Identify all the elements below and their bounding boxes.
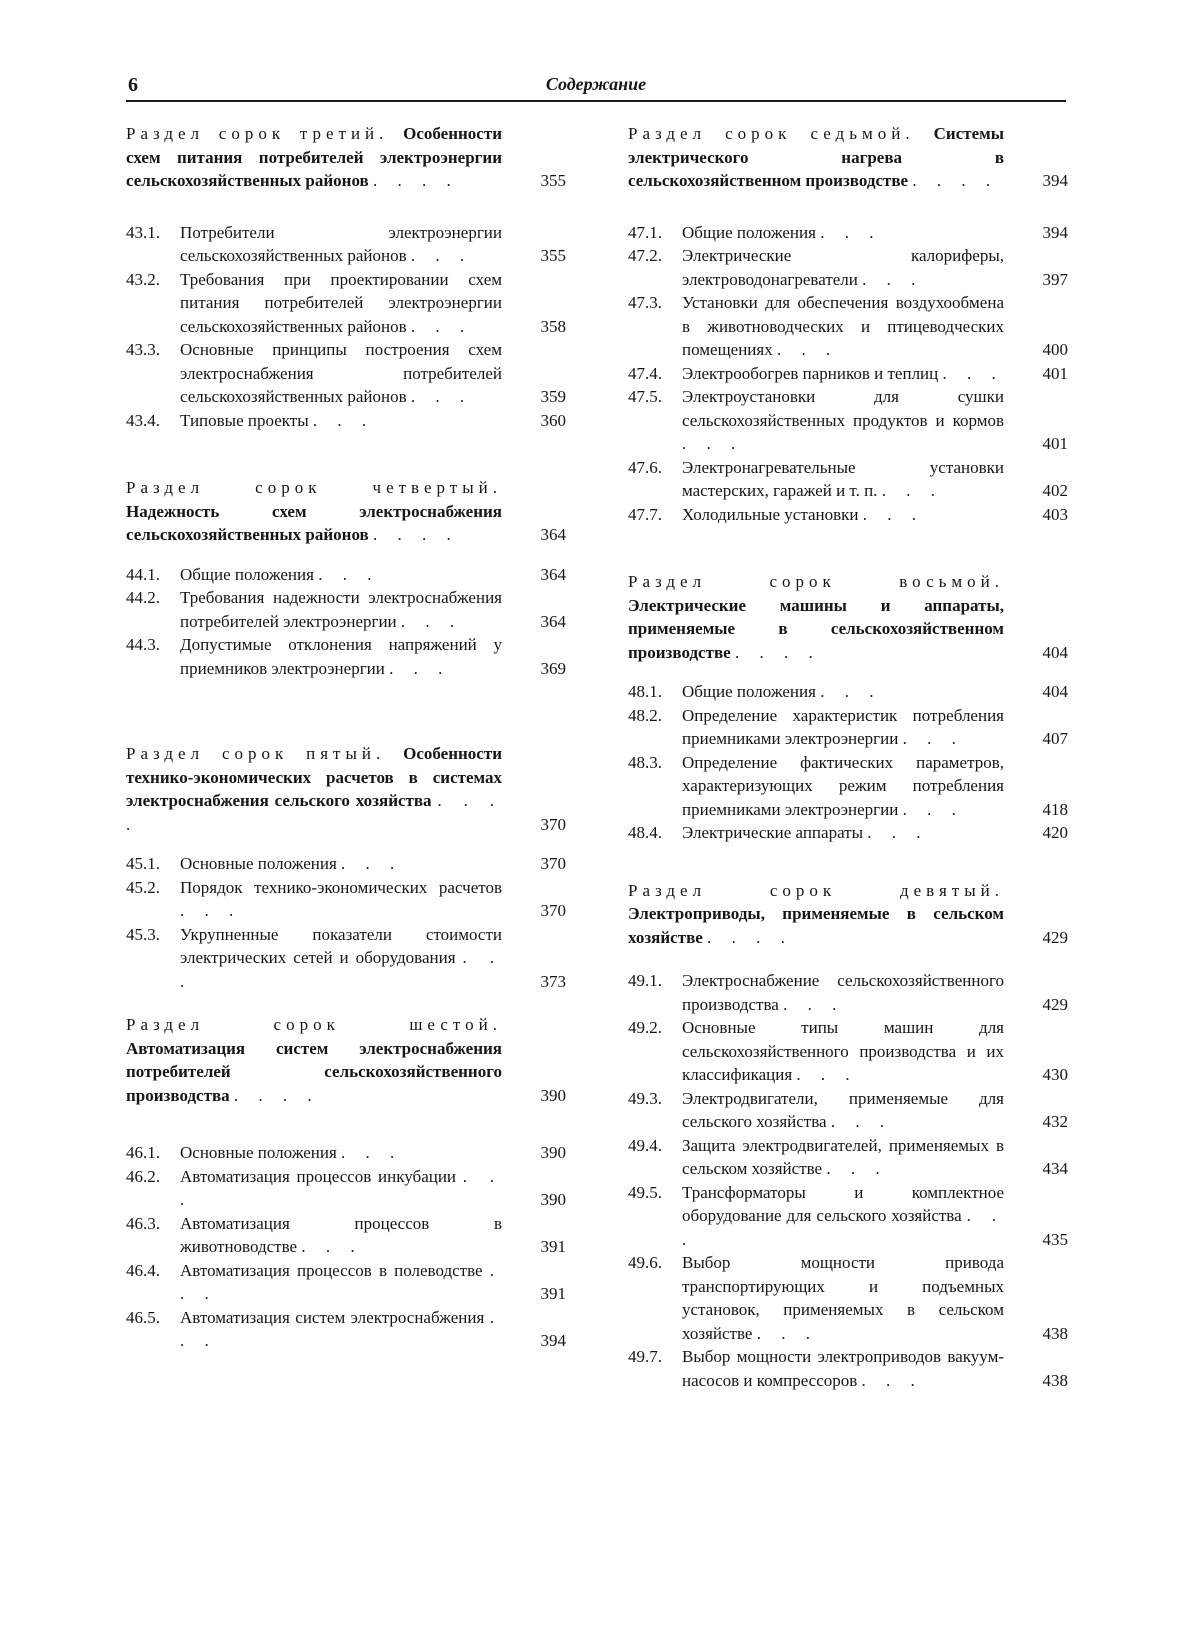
entry-title-text: Общие положения: [682, 682, 821, 701]
entry-page-number: 370: [540, 901, 566, 920]
leader-dots: . . .: [796, 1065, 858, 1084]
entry-title: [180, 409, 502, 433]
entry-title-text: Автоматизация процессов в животноводстве: [180, 1213, 502, 1256]
leader-dots: . . .: [820, 222, 882, 242]
toc-entry: [126, 852, 566, 876]
entry-title-text: Определение характеристик потребления приемниками электроэнергии: [682, 705, 1004, 748]
leader-dots: . . .: [400, 611, 463, 631]
entry-title-text: Основные типы машин для сельскохозяйственного производства и их классификация: [682, 1018, 1004, 1084]
section-heading-lead: Раздел сорок третий.: [126, 124, 404, 143]
entry-title: [682, 362, 1004, 386]
entry-number: 43.4.: [126, 410, 160, 430]
running-title: Содержание: [545, 74, 647, 94]
section-heading-block: [126, 122, 566, 193]
toc-entry: [126, 563, 566, 587]
entry-number: 45.2.: [126, 877, 160, 897]
entry-number: 48.1.: [628, 682, 662, 701]
entry-title-text: Определение фактических параметров, характеризующих режим потребления приемниками электроэнергии: [682, 752, 1004, 819]
toc-section: [126, 122, 566, 432]
entry-page-number: 394: [1042, 222, 1068, 242]
entry-number: 46.2.: [126, 1166, 160, 1186]
leader-dots: . . .: [341, 1143, 403, 1162]
entry-number: 46.1.: [126, 1143, 160, 1162]
section-entries: [126, 221, 566, 433]
entry-number: 49.4.: [628, 1135, 662, 1155]
entry-page-number: 355: [540, 246, 566, 265]
leader-dots: . . .: [867, 823, 929, 842]
section-heading-title: Системы электрического нагрева в сельскохозяйственном производстве: [628, 124, 1004, 190]
entry-title-text: Электроустановки для сушки сельскохозяйственных продуктов и кормов: [682, 387, 1004, 430]
entry-page-number: 369: [540, 658, 566, 678]
entry-title-text: Выбор мощности электроприводов вакуум-насосов и компрессоров: [682, 1347, 1004, 1390]
toc-left-column: [126, 122, 566, 1353]
leader-dots: . . .: [389, 658, 451, 678]
entry-title-text: Потребители электроэнергии сельскохозяйственных районов: [180, 222, 502, 265]
page-number: 6: [128, 74, 138, 96]
entry-page-number: 401: [1042, 363, 1068, 383]
entry-page-number: 401: [1042, 434, 1068, 453]
leader-dots: . . .: [881, 481, 943, 500]
toc-entry: [628, 704, 1068, 751]
entry-page-number: 360: [540, 410, 566, 430]
entry-title: [180, 586, 502, 633]
entry-title: [180, 633, 502, 680]
entry-title: [682, 385, 1004, 456]
section-heading-title: Автоматизация систем электроснабжения потребителей сельскохозяйственного производства: [126, 1038, 502, 1105]
entry-number: 46.3.: [126, 1213, 160, 1233]
section-heading: [628, 879, 1004, 950]
entry-number: 47.3.: [628, 293, 662, 312]
section-heading-lead: Раздел сорок девятый.: [628, 880, 1004, 900]
section-heading-lead: Раздел сорок пятый.: [126, 744, 404, 763]
leader-dots: . . .: [902, 799, 964, 819]
entry-page-number: 359: [540, 387, 566, 406]
leader-dots: . . .: [942, 363, 1004, 383]
section-entries: [126, 1141, 566, 1353]
toc-entry: [628, 680, 1068, 704]
section-heading-title: Электроприводы, применяемые в сельском хозяйстве: [628, 904, 1004, 947]
entry-page-number: 394: [540, 1331, 566, 1350]
toc-entry: [126, 268, 566, 339]
page-header: [126, 76, 1066, 102]
entry-number: 49.5.: [628, 1182, 662, 1202]
entry-title: [682, 751, 1004, 822]
section-heading-lead: Раздел сорок четвертый.: [126, 478, 502, 497]
leader-dots: . . .: [776, 340, 839, 359]
leader-dots: . . .: [341, 854, 403, 873]
toc-entry: [126, 338, 566, 409]
entry-page-number: 402: [1042, 481, 1068, 500]
toc-entry: [628, 244, 1068, 291]
toc-entry: [628, 291, 1068, 362]
entry-title: [682, 221, 1004, 245]
section-heading-block: [628, 122, 1068, 193]
entry-title-text: Автоматизация процессов в полеводстве: [180, 1260, 490, 1280]
section-heading-lead: Раздел сорок восьмой.: [628, 572, 1004, 591]
toc-entry: [628, 385, 1068, 456]
leader-dots: . . . .: [372, 525, 459, 544]
toc-right-column: [628, 122, 1068, 1392]
section-page-number: 355: [540, 171, 566, 190]
entry-page-number: 438: [1042, 1323, 1068, 1343]
leader-dots: . . .: [301, 1237, 363, 1256]
entry-number: 47.6.: [628, 457, 662, 477]
entry-number: 47.2.: [628, 246, 662, 265]
section-page-number: 429: [1042, 927, 1068, 947]
toc-entry: [628, 221, 1068, 245]
entry-title: [180, 1165, 502, 1212]
entry-title: [180, 923, 502, 994]
entry-title: [180, 1212, 502, 1259]
leader-dots: . . .: [830, 1112, 893, 1131]
toc-section: [126, 476, 566, 680]
entry-title: [682, 1087, 1004, 1134]
leader-dots: . . .: [180, 1260, 502, 1303]
section-entries: [628, 221, 1068, 527]
leader-dots: . . .: [682, 1206, 1004, 1249]
entry-title-text: Требования надежности электроснабжения потребителей электроэнергии: [180, 588, 502, 631]
toc-entry: [628, 1016, 1068, 1087]
entry-page-number: 364: [540, 564, 566, 584]
entry-page-number: 430: [1042, 1065, 1068, 1084]
entry-page-number: 418: [1042, 799, 1068, 819]
section-heading: [126, 742, 502, 836]
toc-entry: [126, 586, 566, 633]
section-heading: [628, 122, 1004, 193]
leader-dots: . . .: [180, 1307, 502, 1350]
entry-number: 43.2.: [126, 269, 160, 289]
entry-title-text: Автоматизация систем электроснабжения: [180, 1307, 490, 1327]
toc-entry: [126, 1165, 566, 1212]
toc-entry: [126, 1212, 566, 1259]
leader-dots: . . .: [180, 948, 503, 991]
entry-title-text: Автоматизация процессов инкубации: [180, 1166, 463, 1186]
entry-page-number: 390: [540, 1143, 566, 1162]
section-heading-lead: Раздел сорок шестой.: [126, 1015, 502, 1034]
entry-title-text: Электрообогрев парников и теплиц: [682, 363, 943, 383]
entry-number: 47.1.: [628, 222, 662, 242]
toc-entry: [126, 633, 566, 680]
entry-number: 49.3.: [628, 1088, 662, 1108]
toc-section: [628, 570, 1068, 845]
entry-page-number: 397: [1042, 269, 1068, 289]
entry-title-text: Порядок технико-экономических расчетов: [180, 877, 502, 897]
section-heading: [126, 1013, 502, 1107]
entry-title-text: Общие положения: [682, 222, 821, 242]
entry-number: 43.1.: [126, 222, 160, 242]
leader-dots: . . .: [783, 994, 845, 1014]
entry-title: [682, 680, 1004, 704]
entry-number: 49.7.: [628, 1347, 662, 1366]
section-heading: [126, 122, 502, 193]
entry-number: 46.4.: [126, 1260, 160, 1280]
toc-entry: [628, 456, 1068, 503]
leader-dots: . . .: [902, 729, 964, 748]
section-heading-title: Особенности технико-экономических расчетов в системах электроснабжения сельского хозяйства: [126, 744, 502, 810]
leader-dots: . . . .: [734, 642, 821, 662]
toc-section: [628, 879, 1068, 1393]
toc-entry: [628, 1181, 1068, 1252]
entry-title: [682, 1016, 1004, 1087]
section-heading: [628, 570, 1004, 664]
toc-entry: [628, 1345, 1068, 1392]
entry-number: 49.2.: [628, 1018, 662, 1037]
toc-entry: [628, 1251, 1068, 1345]
toc-section: [126, 1013, 566, 1353]
section-heading-title: Надежность схем электроснабжения сельскохозяйственных районов: [126, 501, 502, 544]
toc-entry: [126, 221, 566, 268]
entry-title: [682, 704, 1004, 751]
section-entries: [126, 563, 566, 681]
entry-page-number: 407: [1042, 729, 1068, 748]
entry-title: [682, 1345, 1004, 1392]
leader-dots: . . .: [682, 434, 744, 453]
section-page-number: 390: [540, 1085, 566, 1105]
entry-number: 44.2.: [126, 588, 160, 607]
entry-page-number: 420: [1042, 823, 1068, 842]
toc-entry: [628, 969, 1068, 1016]
entry-page-number: 404: [1042, 682, 1068, 701]
entry-number: 49.1.: [628, 971, 662, 990]
entry-title: [180, 1259, 502, 1306]
entry-title: [682, 503, 1004, 527]
leader-dots: . . .: [410, 387, 473, 406]
entry-title: [682, 1134, 1004, 1181]
entry-title: [180, 852, 502, 876]
entry-title-text: Холодильные установки: [682, 504, 863, 524]
entry-title: [180, 1306, 502, 1353]
entry-number: 44.1.: [126, 564, 160, 584]
leader-dots: . . . .: [233, 1085, 320, 1105]
entry-number: 48.3.: [628, 752, 662, 772]
section-entries: [628, 969, 1068, 1392]
toc-entry: [628, 362, 1068, 386]
section-heading-lead: Раздел сорок седьмой.: [628, 124, 934, 143]
toc-entry: [126, 1259, 566, 1306]
leader-dots: . . . .: [372, 171, 459, 190]
entry-number: 45.3.: [126, 924, 160, 944]
entry-title-text: Установки для обеспечения воздухообмена в животноводческих и птицеводческих помещениях: [682, 293, 1004, 359]
entry-title-text: Электрические аппараты: [682, 823, 868, 842]
entry-title: [682, 456, 1004, 503]
leader-dots: . . .: [318, 564, 380, 584]
entry-title-text: Выбор мощности привода транспортирующих и подъемных установок, применяемых в сельском хозяйстве: [682, 1253, 1004, 1343]
entry-title-text: Электрические калориферы, электроводонагреватели: [682, 246, 1004, 289]
entry-title-text: Электроснабжение сельскохозяйственного производства: [682, 971, 1004, 1014]
leader-dots: . . .: [826, 1159, 888, 1178]
leader-dots: . . .: [410, 246, 473, 265]
entry-title: [180, 876, 502, 923]
leader-dots: . . . .: [912, 171, 999, 190]
entry-title-text: Укрупненные показатели стоимости электрических сетей и оборудования: [180, 924, 502, 967]
entry-title: [682, 244, 1004, 291]
leader-dots: . . .: [180, 1166, 502, 1209]
section-page-number: 364: [540, 525, 566, 544]
toc-entry: [126, 1306, 566, 1353]
entry-page-number: 373: [540, 971, 566, 991]
entry-page-number: 391: [540, 1284, 566, 1303]
entry-page-number: 435: [1042, 1229, 1068, 1249]
entry-title-text: Типовые проекты: [180, 410, 313, 430]
leader-dots: . . .: [410, 316, 473, 336]
entry-page-number: 391: [540, 1237, 566, 1256]
section-heading-title: Особенности схем питания потребителей электроэнергии сельскохозяйственных районов: [126, 124, 502, 190]
entry-number: 47.5.: [628, 387, 662, 406]
section-heading: [126, 476, 502, 547]
entry-title: [682, 1251, 1004, 1345]
entry-page-number: 434: [1042, 1159, 1068, 1178]
entry-number: 48.4.: [628, 823, 662, 842]
entry-title-text: Допустимые отклонения напряжений у приемников электроэнергии: [180, 635, 502, 678]
entry-number: 47.7.: [628, 504, 662, 524]
leader-dots: . . .: [862, 269, 924, 289]
section-entries: [628, 680, 1068, 845]
leader-dots: . . . .: [707, 927, 793, 947]
leader-dots: . . .: [756, 1323, 818, 1343]
entry-page-number: 403: [1042, 504, 1068, 524]
entry-title-text: Общие положения: [180, 564, 319, 584]
toc-entry: [628, 751, 1068, 822]
section-heading-title: Электрические машины и аппараты, применяемые в сельскохозяйственном производстве: [628, 595, 1004, 662]
entry-page-number: 358: [540, 316, 566, 336]
section-entries: [126, 852, 566, 993]
entry-page-number: 390: [540, 1190, 566, 1209]
entry-number: 49.6.: [628, 1253, 662, 1272]
toc-entry: [628, 503, 1068, 527]
leader-dots: . . .: [820, 682, 882, 701]
section-heading-block: [628, 570, 1068, 664]
entry-title-text: Защита электродвигателей, применяемых в сельском хозяйстве: [682, 1135, 1004, 1178]
section-page-number: 394: [1042, 171, 1068, 190]
section-page-number: 370: [540, 814, 566, 834]
entry-number: 46.5.: [126, 1307, 160, 1327]
section-heading-block: [126, 742, 566, 836]
entry-title-text: Основные положения: [180, 1143, 342, 1162]
toc-entry: [628, 821, 1068, 845]
entry-page-number: 370: [540, 854, 566, 873]
entry-title-text: Электродвигатели, применяемые для сельского хозяйства: [682, 1088, 1004, 1131]
leader-dots: . . .: [312, 410, 375, 430]
entry-title-text: Основные принципы построения схем электроснабжения потребителей сельскохозяйственных районов: [180, 340, 502, 406]
toc-entry: [126, 1141, 566, 1165]
toc-entry: [126, 923, 566, 994]
entry-page-number: 364: [540, 611, 566, 631]
entry-number: 45.1.: [126, 854, 160, 873]
entry-title-text: Требования при проектировании схем питания потребителей электроэнергии сельскохозяйственных районов: [180, 269, 502, 336]
leader-dots: . . .: [861, 1370, 923, 1390]
entry-number: 44.3.: [126, 635, 160, 654]
leader-dots: . . . .: [126, 791, 503, 834]
entry-number: 47.4.: [628, 363, 662, 383]
toc-entry: [126, 409, 566, 433]
toc-entry: [126, 876, 566, 923]
toc-section: [126, 742, 566, 993]
toc-entry: [628, 1134, 1068, 1181]
entry-page-number: 429: [1042, 994, 1068, 1014]
entry-title-text: Основные положения: [180, 854, 342, 873]
section-heading-block: [126, 1013, 566, 1107]
entry-title: [180, 268, 502, 339]
entry-title: [180, 221, 502, 268]
entry-title: [682, 291, 1004, 362]
entry-title: [682, 969, 1004, 1016]
toc-entry: [628, 1087, 1068, 1134]
entry-page-number: 432: [1042, 1112, 1068, 1131]
entry-title: [180, 563, 502, 587]
entry-title: [682, 821, 1004, 845]
section-heading-block: [628, 879, 1068, 950]
section-heading-block: [126, 476, 566, 547]
toc-section: [628, 122, 1068, 526]
section-page-number: 404: [1042, 642, 1068, 662]
entry-title: [180, 1141, 502, 1165]
entry-title-text: Электронагревательные установки мастерских, гаражей и т. п.: [682, 457, 1004, 500]
entry-title: [180, 338, 502, 409]
leader-dots: . . .: [862, 504, 924, 524]
entry-title: [682, 1181, 1004, 1252]
entry-number: 43.3.: [126, 340, 160, 359]
entry-page-number: 400: [1042, 340, 1068, 359]
leader-dots: . . .: [180, 901, 242, 920]
entry-title-text: Трансформаторы и комплектное оборудование для сельского хозяйства: [682, 1182, 1004, 1225]
entry-page-number: 438: [1042, 1370, 1068, 1390]
entry-number: 48.2.: [628, 705, 662, 725]
